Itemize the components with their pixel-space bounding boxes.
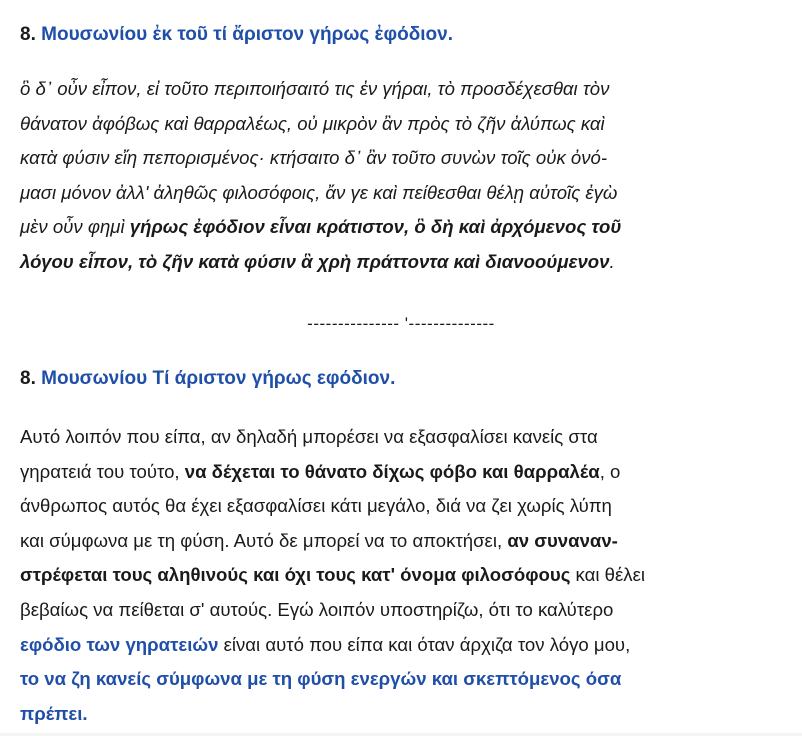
emphasis-bold: στρέφεται τους αληθινούς και όχι τους κατ' όνομα φιλοσόφους — [20, 564, 571, 586]
section-1-title: Μουσωνίου ἐκ τοῦ τί ἄριστον γήρως ἐφόδιον. — [41, 24, 454, 45]
text-line: και σύμφωνα με τη φύση. Αυτό δε μπορεί να το αποκτήσει, αν συναναν- — [20, 529, 618, 551]
text-line — [20, 662, 790, 697]
text-line: λόγου εἶπον, τὸ ζῆν κατὰ φύσιν ἃ χρὴ πράττοντα καὶ διανοούμενον. — [20, 250, 615, 272]
text-line: κατὰ φύσιν εἴη πεπορισμένος· κτήσαιτο δ᾽ ἂν τοῦτο συνὼν τοῖς οὐκ ὀνό- — [20, 147, 608, 169]
text-line: Αυτό λοιπόν που είπα, αν δηλαδή μπορέσει να εξασφαλίσει κανείς στα — [20, 426, 598, 447]
emphasis-blue: εφόδιο των γηρατειών — [20, 633, 219, 655]
text-line: βεβαίως να πείθεται σ' αυτούς. Εγώ λοιπόν υποστηρίζω, ότι το καλύτερο — [20, 598, 614, 620]
section-1-number: 8. — [20, 24, 36, 45]
text-line: γηρατειά του τούτο, να δέχεται το θάνατο δίχως φόβο και θαρραλέα, ο — [20, 460, 621, 482]
emphasis-blue: το να ζη κανείς σύμφωνα με τη φύση ενεργών και σκεπτόμενος όσα — [20, 668, 622, 690]
emphasis-blue: πρέπει. — [20, 702, 88, 724]
emphasis-bold: αν συναναν- — [507, 529, 618, 551]
section-2-heading — [20, 368, 395, 390]
text-line: μασι μόνον ἀλλ' ἀληθῶς φιλοσόφοις, ἄν γε καὶ πείθεσθαι θέλῃ αὐτοῖς ἐγὼ — [20, 181, 618, 203]
emphasis-bold: λόγου εἶπον, τὸ ζῆν κατὰ φύσιν ἃ χρὴ πράττοντα καὶ διανοούμενον — [20, 250, 610, 272]
section-1-heading — [20, 24, 453, 46]
section-2-number: 8. — [20, 368, 36, 389]
text-line: μὲν οὖν φημὶ γήρως ἐφόδιον εἶναι κράτιστον, ὃ δὴ καὶ ἀρχόμενος τοῦ — [20, 216, 622, 238]
emphasis-bold: γήρως ἐφόδιον εἶναι κράτιστον, ὃ δὴ καὶ ἀρχόμενος τοῦ — [129, 216, 622, 238]
modern-greek-paragraph — [20, 420, 790, 731]
text-line: στρέφεται τους αληθινούς και όχι τους κατ' όνομα φιλοσόφους και θέλει — [20, 564, 646, 586]
text-line: θάνατον ἀφόβως καὶ θαρραλέως, οὐ μικρὸν ἂν πρὸς τὸ ζῆν ἀλύπως καὶ — [20, 112, 605, 134]
section-separator: --------------- '-------------- — [307, 314, 495, 333]
emphasis-bold: να δέχεται το θάνατο δίχως φόβο και θαρραλέα — [184, 460, 600, 482]
text-line: άνθρωπος αυτός θα έχει εξασφαλίσει κάτι μεγάλο, διά να ζει χωρίς λύπη — [20, 495, 612, 517]
text-line: εφόδιο των γηρατειών είναι αυτό που είπα και όταν άρχιζα τον λόγο μου, — [20, 633, 631, 655]
section-2-title: Μουσωνίου Τί άριστον γήρως εφόδιον. — [41, 368, 396, 389]
ancient-greek-paragraph — [20, 72, 790, 280]
text-line: ὃ δ᾽ οὖν εἶπον, εἰ τοῦτο περιποιήσαιτό τις ἐν γήραι, τὸ προσδέχεσθαι τὸν — [20, 78, 610, 99]
text-line — [20, 697, 790, 732]
